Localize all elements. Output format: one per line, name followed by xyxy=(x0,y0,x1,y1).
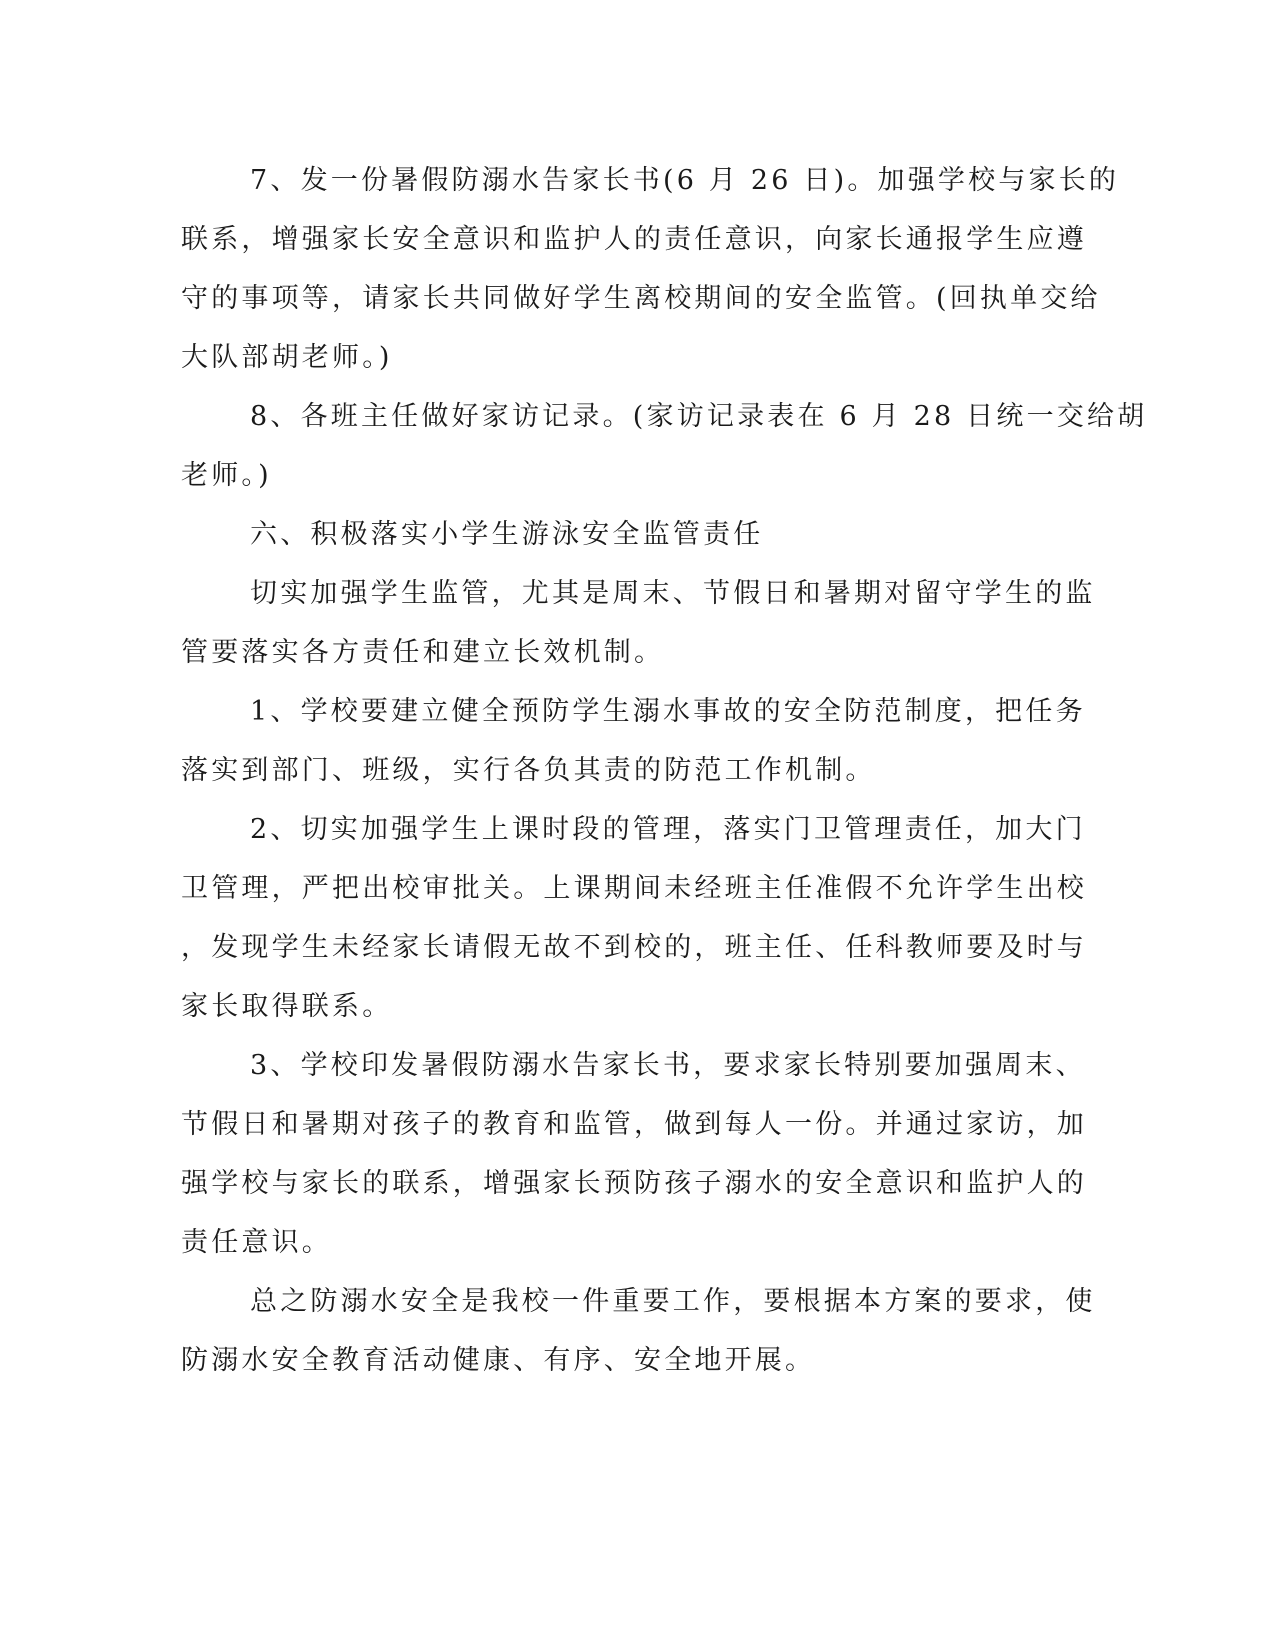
text-line: 防溺水安全教育活动健康、有序、安全地开展。 xyxy=(181,1345,816,1376)
text-line: 1、学校要建立健全预防学生溺水事故的安全防范制度，把任务 xyxy=(250,696,1086,727)
text-line: ，发现学生未经家长请假无故不到校的，班主任、任科教师要及时与 xyxy=(181,932,1087,963)
text-line: 7、发一份暑假防溺水告家长书(6 月 26 日)。加强学校与家长的 xyxy=(250,165,1120,196)
text-line: 管要落实各方责任和建立长效机制。 xyxy=(181,637,665,668)
text-line: 家长取得联系。 xyxy=(181,991,393,1022)
text-line: 落实到部门、班级，实行各负其责的防范工作机制。 xyxy=(181,755,876,786)
text-line: 卫管理，严把出校审批关。上课期间未经班主任准假不允许学生出校 xyxy=(181,873,1087,904)
section-heading: 六、积极落实小学生游泳安全监管责任 xyxy=(250,519,764,550)
text-line: 强学校与家长的联系，增强家长预防孩子溺水的安全意识和监护人的 xyxy=(181,1168,1087,1199)
text-line: 责任意识。 xyxy=(181,1227,332,1258)
text-line: 节假日和暑期对孩子的教育和监管，做到每人一份。并通过家访，加 xyxy=(181,1109,1087,1140)
text-line: 8、各班主任做好家访记录。(家访记录表在 6 月 28 日统一交给胡 xyxy=(250,401,1148,432)
text-line: 3、学校印发暑假防溺水告家长书，要求家长特别要加强周末、 xyxy=(250,1050,1086,1081)
text-line: 联系，增强家长安全意识和监护人的责任意识，向家长通报学生应遵 xyxy=(181,224,1087,255)
text-line: 守的事项等，请家长共同做好学生离校期间的安全监管。(回执单交给 xyxy=(181,283,1101,314)
text-line: 切实加强学生监管，尤其是周末、节假日和暑期对留守学生的监 xyxy=(250,578,1096,609)
text-line: 大队部胡老师。) xyxy=(181,342,393,373)
text-line: 老师。) xyxy=(181,460,272,491)
text-line: 2、切实加强学生上课时段的管理，落实门卫管理责任，加大门 xyxy=(250,814,1086,845)
text-line: 总之防溺水安全是我校一件重要工作，要根据本方案的要求，使 xyxy=(250,1286,1096,1317)
